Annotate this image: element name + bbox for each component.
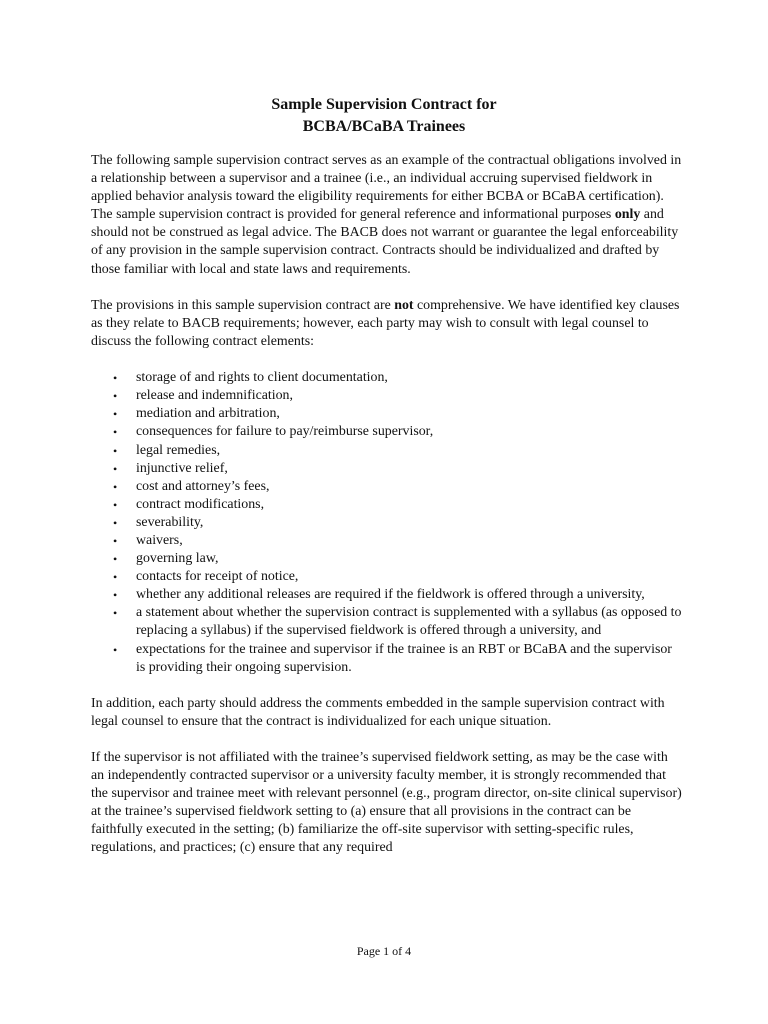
list-item	[91, 369, 683, 387]
list-item-text: governing law,	[136, 551, 219, 567]
list-item	[91, 423, 683, 441]
contract-elements-list	[91, 369, 683, 677]
bullet-icon: •	[113, 443, 118, 458]
list-item	[91, 405, 683, 423]
list-item	[91, 514, 683, 532]
list-item-text: expectations for the trainee and supervisor if the trainee is an RBT or BCaBA and the supervisor is providing their ongoing supervision.	[136, 641, 672, 675]
provisions-emphasis: not	[394, 297, 414, 313]
addition-paragraph: In addition, each party should address the comments embedded in the sample supervision contract with legal counsel to ensure that the contract is individualized for each unique situation.	[91, 695, 665, 729]
page-number: Page 1 of 4	[356, 944, 412, 958]
bullet-icon: •	[113, 497, 118, 512]
bullet-icon: •	[113, 425, 118, 440]
list-item	[91, 460, 683, 478]
list-item	[91, 442, 683, 460]
list-item-text: mediation and arbitration,	[136, 406, 280, 422]
title-line-1: Sample Supervision Contract for	[271, 96, 497, 113]
list-item-text: cost and attorney’s fees,	[136, 478, 270, 494]
bullet-icon: •	[113, 606, 118, 621]
list-item	[91, 550, 683, 568]
list-item-text: waivers,	[136, 532, 183, 548]
list-item-text: whether any additional releases are required if the fieldwork is offered through a university,	[136, 587, 645, 603]
list-item-text: injunctive relief,	[136, 460, 228, 476]
list-item	[91, 532, 683, 550]
list-item-text: legal remedies,	[136, 442, 221, 458]
list-item-text: severability,	[136, 514, 204, 530]
list-item-text: consequences for failure to pay/reimburse supervisor,	[136, 424, 434, 440]
intro-text-end: and should not be construed as legal advice. The BACB does not warrant or guarantee the legal enforceability of any provision in the sample supervision contract. Contracts should be individualized and drafted by those familiar with local and state laws and requirements.	[91, 207, 679, 277]
list-item-text: storage of and rights to client documentation,	[136, 370, 388, 386]
provisions-text-end: comprehensive. We have identified key clauses as they relate to BACB requirements; however, each party may wish to consult with legal counsel to discuss the following contract elements:	[91, 297, 680, 349]
list-item	[91, 586, 683, 604]
intro-emphasis: only	[614, 207, 641, 223]
list-item	[91, 387, 683, 405]
bullet-icon: •	[113, 533, 118, 548]
list-item-text: contract modifications,	[136, 496, 265, 512]
provisions-paragraph	[91, 297, 683, 351]
bullet-icon: •	[113, 588, 118, 603]
document-body	[91, 152, 683, 876]
list-item-text: a statement about whether the supervision contract is supplemented with a syllabus (as opposed to replacing a syllabus) if the supervised fieldwork is offered through a university, and	[136, 605, 682, 639]
bullet-icon: •	[113, 461, 118, 476]
list-item	[91, 641, 683, 677]
intro-text-start: The following sample supervision contract serves as an example of the contractual obligations involved in a relationship between a supervisor and a trainee (i.e., an individual accruing supervised fieldwork in applied behavior analysis toward the eligibility requirements for either BCBA or BCaBA certification). The sample supervision contract is provided for general reference and informational purposes	[91, 153, 682, 223]
bullet-icon: •	[113, 515, 118, 530]
document-title	[0, 94, 768, 138]
list-item	[91, 496, 683, 514]
bullet-icon: •	[113, 389, 118, 404]
list-item	[91, 604, 683, 640]
bullet-icon: •	[113, 642, 118, 657]
bullet-icon: •	[113, 479, 118, 494]
bullet-icon: •	[113, 552, 118, 567]
intro-paragraph	[91, 152, 683, 279]
list-item-text: release and indemnification,	[136, 388, 293, 404]
provisions-text-start: The provisions in this sample supervision contract are	[91, 297, 391, 313]
bullet-icon: •	[113, 371, 118, 386]
title-line-2: BCBA/BCaBA Trainees	[302, 118, 466, 135]
list-item	[91, 568, 683, 586]
list-item-text: contacts for receipt of notice,	[136, 569, 299, 585]
bullet-icon: •	[113, 407, 118, 422]
bullet-icon: •	[113, 570, 118, 585]
affiliation-paragraph: If the supervisor is not affiliated with the trainee’s supervised fieldwork setting, as may be the case with an independently contracted supervisor or a university faculty member, it is strongly recommended that the supervisor and trainee meet with relevant personnel (e.g., program director, on-site clinical supervisor) at the trainee’s supervised fieldwork setting to (a) ensure that all provisions in the contract can be faithfully executed in the setting; (b) familiarize the off-site supervisor with setting-specific rules, regulations, and practices; (c) ensure that any required	[91, 750, 682, 856]
list-item	[91, 478, 683, 496]
